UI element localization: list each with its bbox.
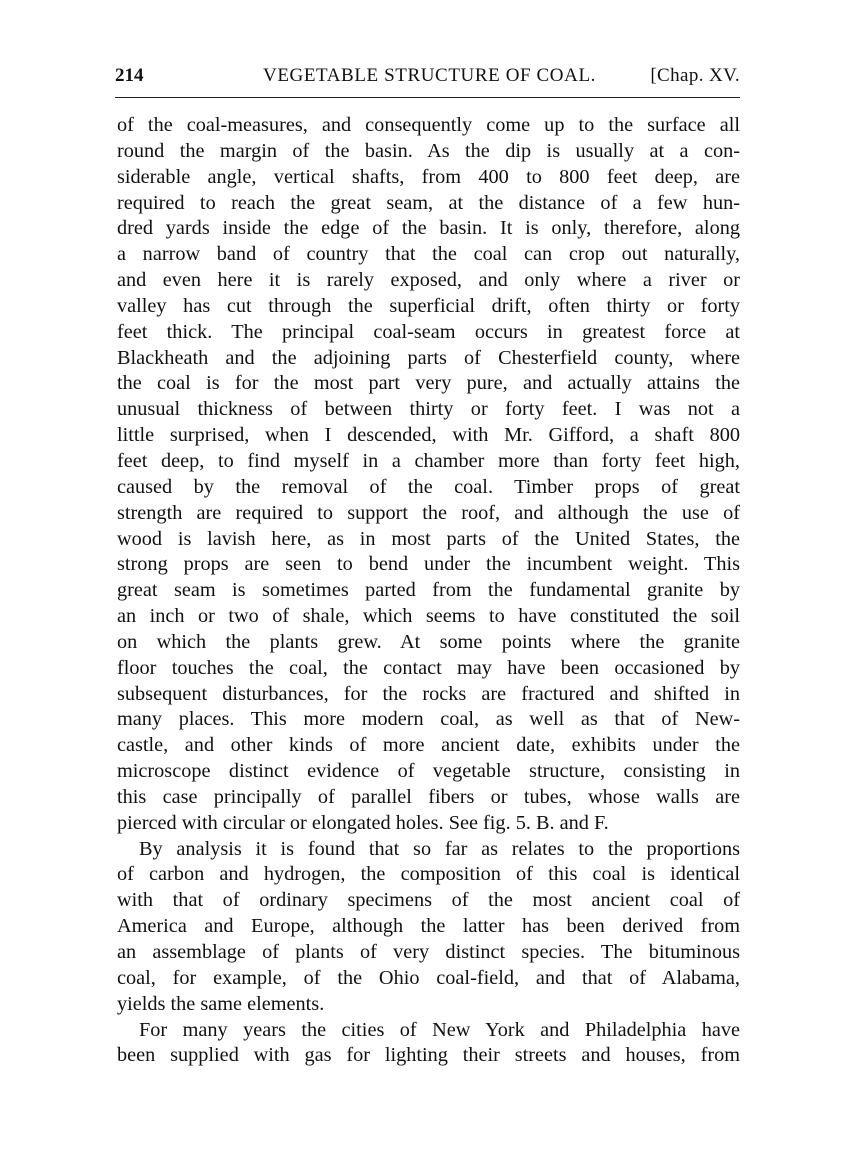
text-line: feet deep, to find myself in a chamber more than forty feet high,	[117, 449, 740, 472]
text-line: the coal is for the most part very pure, and actually attains the	[117, 372, 740, 395]
text-line: yields the same elements.	[117, 992, 325, 1015]
text-line: of the coal-measures, and consequently come up to the surface all	[117, 114, 740, 136]
text-line: many places. This more modern coal, as well as that of New-	[117, 708, 740, 731]
text-line: required to reach the great seam, at the distance of a few hun-	[117, 191, 740, 214]
text-line: strong props are seen to bend under the incumbent weight. This	[117, 553, 740, 576]
text-line: caused by the removal of the coal. Timber props of great	[117, 475, 740, 498]
running-head	[115, 64, 740, 88]
text-line: strength are required to support the roof, and although the use of	[117, 501, 740, 524]
text-line: subsequent disturbances, for the rocks are fractured and shifted in	[117, 682, 740, 705]
text-line: a narrow band of country that the coal can crop out naturally,	[117, 243, 740, 266]
text-line: America and Europe, although the latter has been derived from	[117, 915, 740, 938]
text-line: been supplied with gas for lighting their streets and houses, from	[117, 1044, 740, 1067]
text-line: unusual thickness of between thirty or forty feet. I was not a	[117, 398, 740, 421]
text-line: valley has cut through the superficial drift, often thirty or forty	[117, 294, 740, 317]
text-line: great seam is sometimes parted from the fundamental granite by	[117, 579, 740, 602]
text-line: For many years the cities of New York and Philadelphia have	[139, 1018, 740, 1041]
text-line: and even here it is rarely exposed, and only where a river or	[117, 269, 740, 292]
text-line: By analysis it is found that so far as relates to the proportions	[139, 837, 740, 860]
text-line: round the margin of the basin. As the dip is usually at a con-	[117, 139, 740, 162]
text-line: wood is lavish here, as in most parts of the United States, the	[117, 527, 740, 550]
text-line: little surprised, when I descended, with Mr. Gifford, a shaft 800	[117, 424, 740, 447]
text-line: Blackheath and the adjoining parts of Chesterfield county, where	[117, 346, 740, 369]
body-text	[117, 113, 740, 1069]
text-line: feet thick. The principal coal-seam occurs in greatest force at	[117, 320, 740, 343]
running-title: VEGETABLE STRUCTURE OF COAL.	[263, 65, 596, 86]
text-line: floor touches the coal, the contact may have been occasioned by	[117, 656, 740, 679]
text-line: castle, and other kinds of more ancient date, exhibits under the	[117, 734, 740, 757]
text-line: dred yards inside the edge of the basin. It is only, therefore, along	[117, 217, 740, 240]
text-line: of carbon and hydrogen, the composition of this coal is identical	[117, 863, 740, 886]
text-line: on which the plants grew. At some points where the granite	[117, 630, 740, 653]
text-line: coal, for example, of the Ohio coal-field, and that of Alabama,	[117, 966, 740, 989]
page-number: 214	[115, 65, 144, 86]
text-line: this case principally of parallel fibers or tubes, whose walls are	[117, 785, 740, 808]
header-rule	[115, 97, 740, 98]
chapter-reference: [Chap. XV.	[650, 65, 740, 86]
text-line: an inch or two of shale, which seems to have constituted the soil	[117, 605, 740, 628]
text-line: an assemblage of plants of very distinct species. The bituminous	[117, 941, 740, 963]
text-line: siderable angle, vertical shafts, from 400 to 800 feet deep, are	[117, 165, 740, 188]
text-line: pierced with circular or elongated holes. See fig. 5. B. and F.	[117, 811, 609, 834]
text-line: with that of ordinary specimens of the most ancient coal of	[117, 889, 740, 912]
text-line: microscope distinct evidence of vegetable structure, consisting in	[117, 760, 740, 783]
